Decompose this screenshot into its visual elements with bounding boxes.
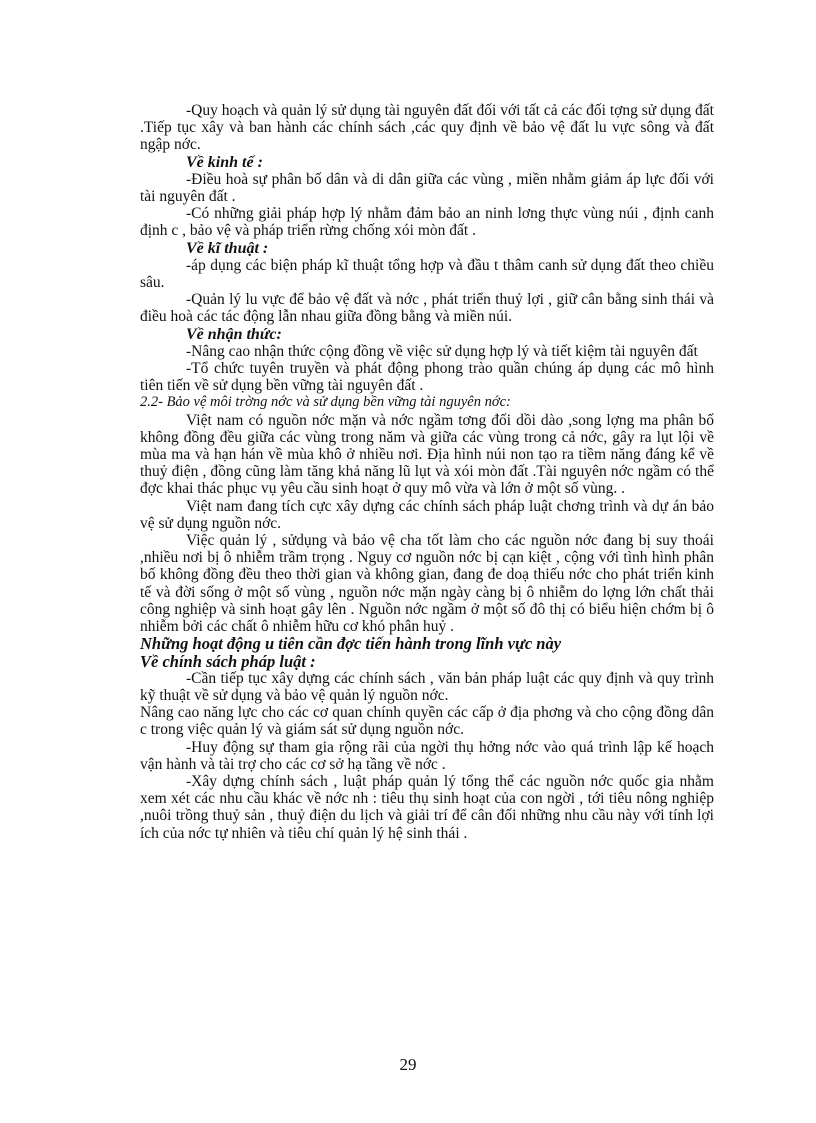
paragraph-land-planning: -Quy hoạch và quản lý sử dụng tài nguyên đất đối với tất cả các đối tợng sử dụng đất .Tiếp tục xây và ban hành các chính sách ,các quy định về bảo vệ đất lu vực sông và đất ngập nớc. (140, 102, 714, 154)
paragraph-legal-documents: -Cần tiếp tục xây dựng các chính sách , văn bản pháp luật các quy định và quy trình kỹ thuật về sử dụng và bảo vệ quản lý nguồn nớc. (140, 669, 714, 704)
paragraph-food-security: -Có những giải pháp hợp lý nhằm đảm bảo an ninh lơng thực vùng núi , định canh định c , bảo vệ và pháp triển rừng chống xói mòn đất . (140, 205, 714, 240)
subheading-awareness: Về nhận thức: (186, 325, 282, 343)
paragraph-techniques: -áp dụng các biện pháp kĩ thuật tổng hợp và đầu t thâm canh sử dụng đất theo chiều sâu. (140, 256, 714, 292)
paragraph-water-degradation: Việc quản lý , sửdụng và bảo vệ cha tốt làm cho các nguồn nớc đang bị suy thoái ,nhiều nơi bị ô nhiễm trầm trọng . Nguy cơ nguồn nớc bị cạn kiệt , cộng với tình hình phân bố không đồng đều theo thời gian và không gian, đang đe doạ thiếu nớc cho phát triển kinh tế và đời sống ở một số vùng , nguồn nớc mặn ngày càng bị ô nhiễm do lợng lớn chất thải công nghiệp và sinh hoạt gây lên . Nguồn nớc ngầm ở một số đô thị có biểu hiện chớm bị ô nhiễm bởi các chất ô nhiễm hữu cơ khó phân huỷ . (140, 532, 714, 636)
paragraph-capacity: Nâng cao năng lực cho các cơ quan chính quyền các cấp ở địa phơng và cho cộng đồng dân c trong việc quản lý và giám sát sử dụng nguồn nớc. (140, 704, 714, 739)
paragraph-water-resources: Việt nam có nguồn nớc mặn và nớc ngầm tơng đối dồi dào ,song lợng ma phân bố không đồng đều giữa các vùng trong năm và giữa các vùng trong cả nớc, gây ra lụt lội về mùa ma và hạn hán về mùa khô ở nhiều nơi. Địa hình núi non tạo ra tiềm năng đáng kể về thuỷ điện , đồng cũng làm tăng khả năng lũ lụt và xói mòn đất .Tài nguyên nớc ngầm có thể đợc khai thác phục vụ yêu cầu sinh hoạt ở quy mô vừa và lớn ở một số vùng. . (140, 411, 714, 498)
paragraph-watershed: -Quản lý lu vực để bảo vệ đất và nớc , phát triển thuỷ lợi , giữ cân bằng sinh thái và điều hoà các tác động lẫn nhau giữa đồng bằng và miền núi. (140, 291, 714, 326)
heading-legal-policy: Về chính sách pháp luật : (140, 651, 316, 671)
heading-priority-activities: Những hoạt động u tiên cần đợc tiến hành trong lĩnh vực này (140, 634, 562, 654)
paragraph-water-policy: Việt nam đang tích cực xây dựng các chính sách pháp luật chơng trình và dự án bảo vệ sử dụng nguồn nớc. (140, 497, 714, 532)
page-number: 29 (399, 1055, 417, 1074)
paragraph-population: -Điều hoà sự phân bố dân và di dân giữa các vùng , miền nhằm giảm áp lực đối với tài nguyên đất . (140, 170, 714, 206)
section-heading-water: 2.2- Bảo vệ môi trờng nớc và sử dụng bền vững tài nguyên nớc: (140, 394, 511, 411)
paragraph-propaganda: -Tổ chức tuyên truyền và phát động phong trào quần chúng áp dụng các mô hình tiên tiến về sử dụng bền vững tài nguyên đất . (140, 360, 714, 395)
subheading-economy: Về kinh tế : (186, 153, 263, 171)
page-content (140, 102, 714, 842)
subheading-technical: Về kĩ thuật : (186, 239, 269, 257)
paragraph-national-policy: -Xây dựng chính sách , luật pháp quản lý tổng thể các nguồn nớc quốc gia nhằm xem xét các nhu cầu khác về nớc nh : tiêu thụ sinh hoạt của con ngời , tới tiêu nông nghiệp ,nuôi trồng thuỷ sản , thuỷ điện du lịch và giải trí để cân đối những nhu cầu này với tính lợi ích của nớc tự nhiên và tiêu chí quản lý hệ sinh thái . (140, 772, 714, 842)
paragraph-awareness: -Nâng cao nhận thức cộng đồng về việc sử dụng hợp lý và tiết kiệm tài nguyên đất (186, 342, 698, 360)
paragraph-participation: -Huy động sự tham gia rộng rãi của ngời thụ hởng nớc vào quá trình lập kế hoạch vận hành và tài trợ cho các cơ sở hạ tầng về nớc . (140, 738, 714, 773)
